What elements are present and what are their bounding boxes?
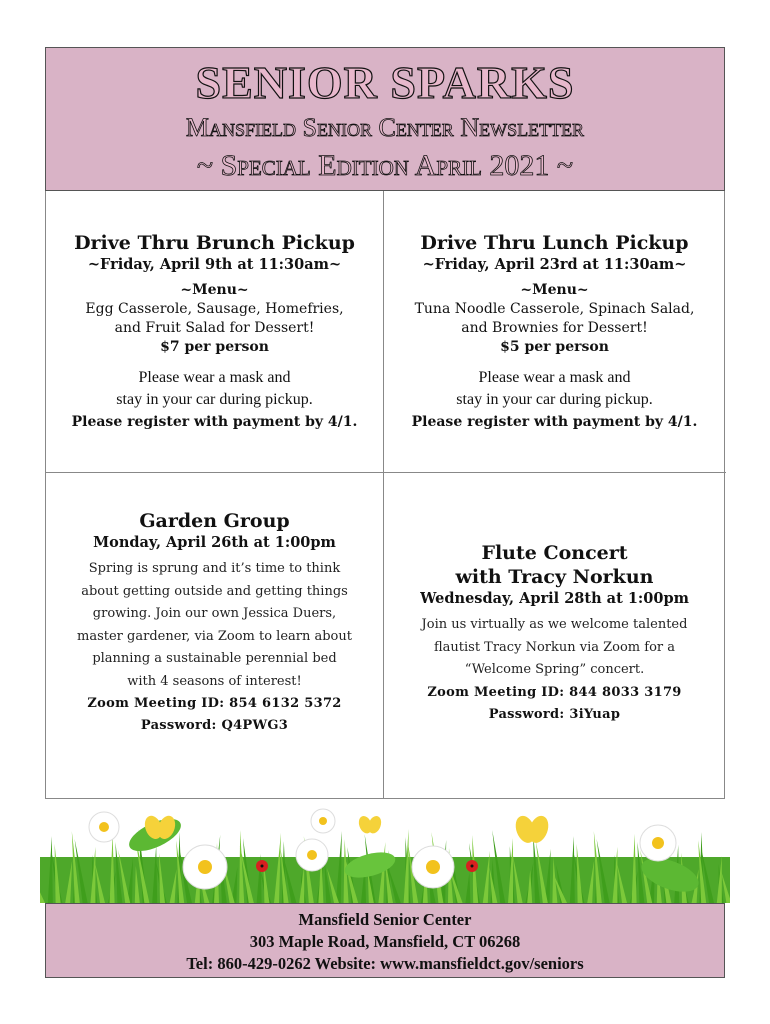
events-grid bbox=[45, 191, 725, 799]
event-brunch bbox=[46, 191, 383, 433]
menu-block bbox=[46, 281, 383, 357]
zoom-meeting-id: Zoom Meeting ID: 844 8033 3179 bbox=[427, 684, 682, 700]
menu-line: Egg Casserole, Sausage, Homefries, bbox=[85, 301, 344, 317]
note-line: stay in your car during pickup. bbox=[116, 391, 313, 408]
event-date: ~Friday, April 23rd at 11:30am~ bbox=[422, 256, 687, 273]
note-line: Please wear a mask and bbox=[138, 369, 291, 386]
event-flute-concert bbox=[384, 473, 725, 726]
menu-line: and Fruit Salad for Dessert! bbox=[114, 320, 315, 336]
description-line: “Welcome Spring” concert. bbox=[464, 662, 645, 677]
event-title: Flute Concert bbox=[481, 542, 628, 564]
description-line: Join us virtually as we welcome talented bbox=[421, 617, 688, 632]
event-title: Drive Thru Lunch Pickup bbox=[420, 232, 689, 254]
butterfly-icon bbox=[142, 813, 552, 845]
newsletter-banner bbox=[45, 47, 725, 191]
description-line: growing. Join our own Jessica Duers, bbox=[92, 606, 337, 621]
center-contact: Tel: 860-429-0262 Website: www.mansfieldct.gov/seniors bbox=[186, 954, 584, 973]
description-line: flautist Tracy Norkun via Zoom for a bbox=[433, 639, 676, 655]
center-address: 303 Maple Road, Mansfield, CT 06268 bbox=[249, 932, 521, 951]
event-title: with Tracy Norkun bbox=[455, 566, 654, 588]
newsletter-subtitle: Mansfield Senior Center Newsletter bbox=[185, 113, 585, 142]
newsletter-edition: ~ Special Edition April 2021 ~ bbox=[196, 149, 574, 182]
menu-block bbox=[384, 281, 725, 357]
event-price: $7 per person bbox=[160, 339, 269, 355]
note-line: Please wear a mask and bbox=[478, 369, 631, 386]
event-date: Wednesday, April 28th at 1:00pm bbox=[420, 590, 689, 607]
event-description bbox=[46, 558, 383, 693]
newsletter-title: SENIOR SPARKS bbox=[195, 57, 575, 108]
zoom-password: Password: 3iYuap bbox=[488, 706, 621, 722]
zoom-meeting-id: Zoom Meeting ID: 854 6132 5372 bbox=[87, 696, 342, 711]
description-line: with 4 seasons of interest! bbox=[127, 673, 302, 689]
pickup-note bbox=[384, 367, 725, 433]
event-title: Garden Group bbox=[139, 510, 290, 532]
grass-flowers-illustration bbox=[40, 795, 730, 903]
pickup-note bbox=[46, 367, 383, 433]
description-line: master gardener, via Zoom to learn about bbox=[77, 628, 352, 644]
description-line: about getting outside and getting things bbox=[81, 583, 348, 599]
description-line: planning a sustainable perennial bed bbox=[92, 651, 337, 666]
event-date: Monday, April 26th at 1:00pm bbox=[93, 534, 336, 551]
menu-line: and Brownies for Dessert! bbox=[461, 320, 648, 336]
event-lunch bbox=[384, 191, 725, 433]
contact-footer bbox=[45, 903, 725, 978]
event-title: Drive Thru Brunch Pickup bbox=[74, 232, 355, 254]
description-line: Spring is sprung and it’s time to think bbox=[88, 561, 341, 576]
grass-icon bbox=[40, 795, 730, 903]
event-garden-group bbox=[46, 473, 383, 737]
event-price: $5 per person bbox=[500, 339, 609, 355]
menu-line: Tuna Noodle Casserole, Spinach Salad, bbox=[414, 301, 695, 317]
register-note: Please register with payment by 4/1. bbox=[71, 414, 358, 430]
center-name: Mansfield Senior Center bbox=[298, 910, 472, 929]
menu-heading: ~Menu~ bbox=[520, 282, 589, 298]
event-description bbox=[384, 614, 725, 682]
note-line: stay in your car during pickup. bbox=[456, 391, 653, 408]
register-note: Please register with payment by 4/1. bbox=[411, 414, 698, 430]
event-date: ~Friday, April 9th at 11:30am~ bbox=[87, 256, 342, 273]
zoom-password: Password: Q4PWG3 bbox=[140, 718, 289, 733]
menu-heading: ~Menu~ bbox=[180, 282, 249, 298]
